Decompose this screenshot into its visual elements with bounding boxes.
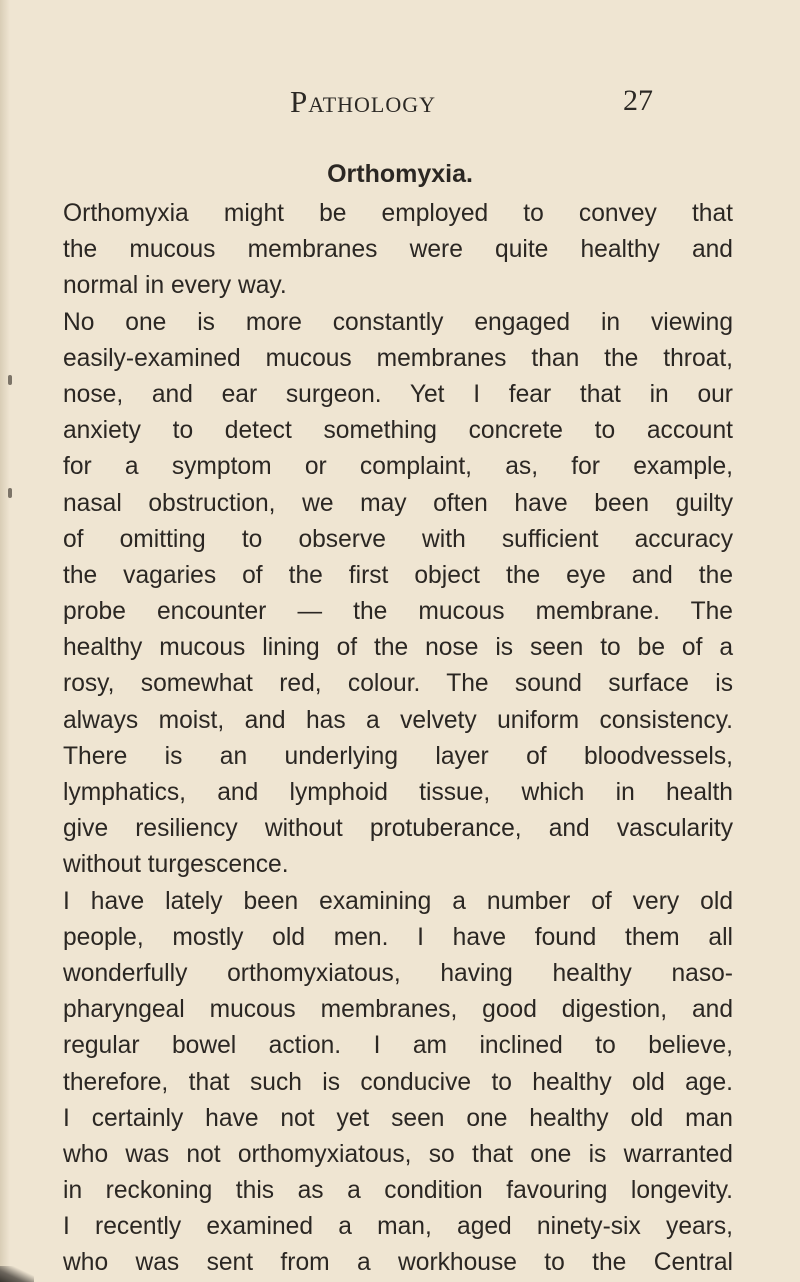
text-line: without turgescence. xyxy=(63,851,289,879)
page-header xyxy=(0,84,800,128)
text-line: regular bowel action. I am inclined to believe, xyxy=(63,1032,733,1060)
page-number: 27 xyxy=(623,84,653,117)
text-line: nose, and ear surgeon. Yet I fear that in our xyxy=(63,380,733,408)
body-text xyxy=(63,196,733,1282)
margin-mark xyxy=(8,375,12,385)
text-line: lymphatics, and lymphoid tissue, which in health xyxy=(63,779,733,806)
text-line: I certainly have not yet seen one healthy old man xyxy=(63,1104,733,1132)
section-title: Orthomyxia. xyxy=(327,160,473,188)
text-line: always moist, and has a velvety uniform consistency. xyxy=(63,706,733,734)
page-corner-shadow xyxy=(0,1266,34,1282)
text-line: normal in every way. xyxy=(63,272,287,300)
text-line: healthy mucous lining of the nose is seen to be of a xyxy=(63,634,733,662)
text-line: easily-examined mucous membranes than the throat, xyxy=(63,344,733,372)
text-line: anxiety to detect something concrete to account xyxy=(63,417,733,445)
text-line: Orthomyxia might be employed to convey that xyxy=(63,200,733,227)
text-line: therefore, that such is conducive to healthy old age. xyxy=(63,1068,733,1096)
running-head: Pathology xyxy=(290,84,437,119)
text-line: the mucous membranes were quite healthy and xyxy=(63,236,733,264)
text-line: There is an underlying layer of bloodvessels, xyxy=(63,742,733,770)
text-line: wonderfully orthomyxiatous, having healthy naso- xyxy=(63,959,733,987)
text-line: who was sent from a workhouse to the Central xyxy=(63,1249,733,1277)
text-line: pharyngeal mucous membranes, good digestion, and xyxy=(63,996,733,1024)
text-line: I have lately been examining a number of very old xyxy=(63,887,733,915)
text-line: who was not orthomyxiatous, so that one is warranted xyxy=(63,1140,733,1168)
text-line: of omitting to observe with sufficient accuracy xyxy=(63,525,733,553)
text-line: nasal obstruction, we may often have been guilty xyxy=(63,489,733,517)
text-line: people, mostly old men. I have found them all xyxy=(63,923,733,951)
text-line: I recently examined a man, aged ninety-six years, xyxy=(63,1213,733,1241)
text-line: in reckoning this as a condition favouring longevity. xyxy=(63,1177,733,1205)
text-line: for a symptom or complaint, as, for example, xyxy=(63,453,733,481)
text-line: probe encounter — the mucous membrane. The xyxy=(63,598,733,626)
text-line: the vagaries of the first object the eye and the xyxy=(63,561,733,589)
text-line: No one is more constantly engaged in viewing xyxy=(63,308,733,336)
page-edge-shadow xyxy=(0,0,10,1282)
text-line: give resiliency without protuberance, and vascularity xyxy=(63,815,733,843)
text-line: rosy, somewhat red, colour. The sound surface is xyxy=(63,670,733,698)
margin-mark xyxy=(8,488,12,498)
